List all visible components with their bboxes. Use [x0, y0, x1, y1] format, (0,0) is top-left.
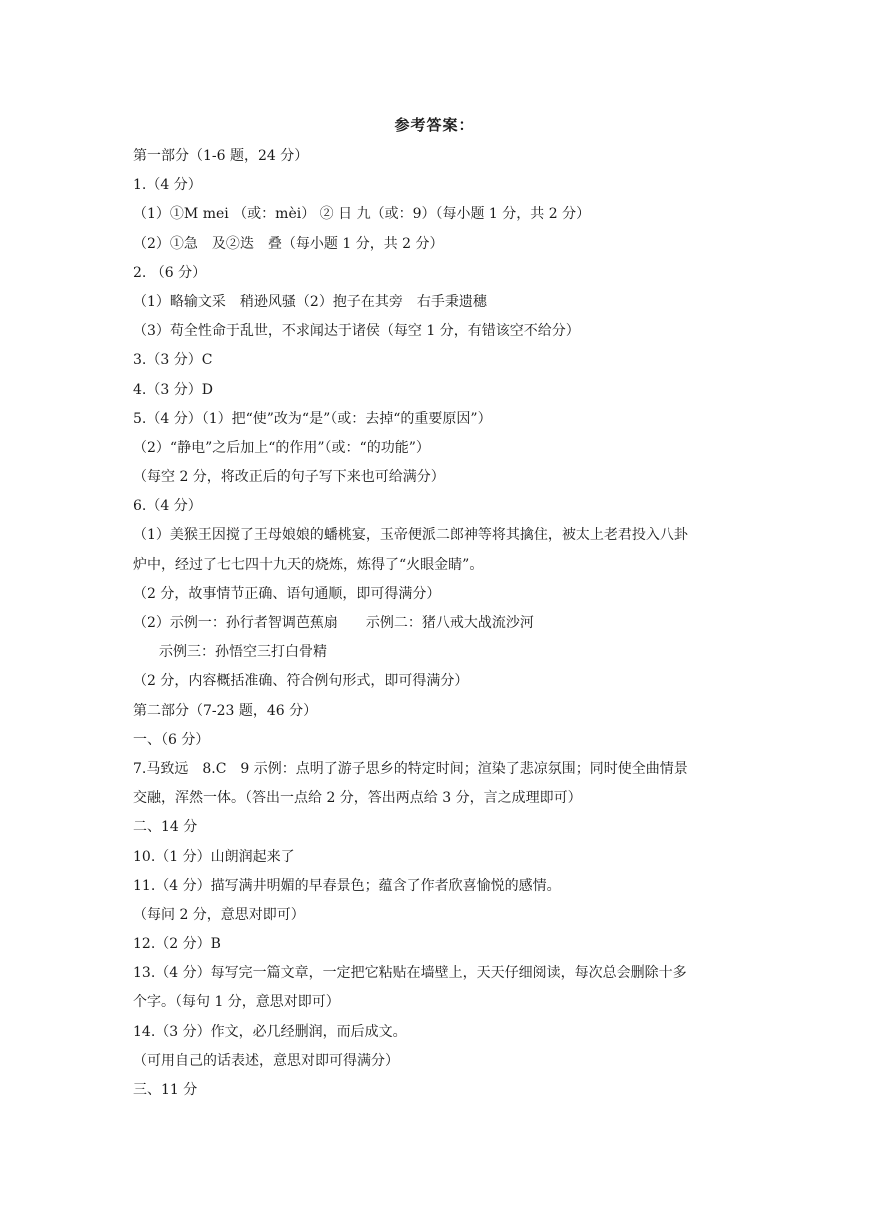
subsection-heading: 一、（6 分）: [133, 731, 210, 748]
answer-line: （3）苟全性命于乱世，不求闻达于诸侯（每空 1 分，有错该空不给分）: [133, 323, 580, 340]
answer-line: （2）“静电”之后加上“的作用”（或：“的功能”）: [133, 439, 430, 456]
answer-line: 14.（3 分）作文，必几经删润，而后成文。: [133, 1023, 407, 1040]
page-title: 参考答案：: [394, 116, 475, 134]
answer-line: （1）略输文采 稍逊风骚（2）抱子在其旁 右手秉遗穗: [133, 293, 487, 310]
question-heading: 1.（4 分）: [133, 177, 202, 194]
subsection-heading: 三、11 分: [133, 1082, 198, 1098]
answer-line: 3.（3 分）C: [133, 352, 213, 369]
answer-line: （2）示例一：孙行者智调芭蕉扇 示例二：猪八戒大战流沙河: [133, 615, 534, 631]
answer-line: 4.（3 分）D: [133, 381, 213, 398]
answer-line: 13.（4 分）每写完一篇文章，一定把它粘贴在墙壁上，天天仔细阅读，每次总会删除十多: [133, 965, 687, 982]
scoring-note: （2 分，内容概括准确、符合例句形式，即可得满分）: [133, 673, 469, 690]
scoring-note: （每空 2 分，将改正后的句子写下来也可给满分）: [133, 469, 445, 486]
scoring-note: （可用自己的话表述，意思对即可得满分）: [133, 1052, 399, 1069]
section-heading: 第二部分（7-23 题，46 分）: [133, 702, 318, 719]
answer-line: 个字。（每句 1 分，意思对即可）: [133, 994, 340, 1011]
answer-line: 10.（1 分）山朗润起来了: [133, 848, 295, 865]
answer-line: 12.（2 分）B: [133, 936, 221, 953]
subsection-heading: 二、14 分: [133, 819, 198, 836]
question-heading: 2. （6 分）: [133, 264, 207, 281]
answer-line: （2）①急 及②迭 叠（每小题 1 分，共 2 分）: [133, 235, 444, 252]
answer-line: 11.（4 分）描写满井明媚的早春景色；蕴含了作者欣喜愉悦的感情。: [133, 877, 561, 894]
answer-line: （1）①M mei （或：mèi） ② 日 九（或：9）（每小题 1 分，共 2 分）: [133, 206, 591, 223]
answer-content: [133, 142, 753, 1105]
answer-line: 5.（4 分）（1）把“使”改为“是”（或：去掉“的重要原因”）: [133, 410, 492, 427]
answer-line: （1）美猴王因搅了王母娘娘的蟠桃宴，玉帝便派二郎神等将其擒住，被太上老君投入八卦: [133, 527, 688, 544]
scoring-note: （每问 2 分，意思对即可）: [133, 906, 305, 923]
answer-line: 7.马致远 8.C 9 示例：点明了游子思乡的特定时间；渲染了悲凉氛围；同时使全曲情景: [133, 760, 688, 777]
answer-line: 示例三：孙悟空三打白骨精: [159, 644, 327, 661]
answer-line: 交融，浑然一体。（答出一点给 2 分，答出两点给 3 分，言之成理即可）: [133, 790, 582, 807]
section-heading: 第一部分（1-6 题，24 分）: [133, 148, 309, 164]
question-heading: 6.（4 分）: [133, 498, 202, 515]
answer-line: 炉中，经过了七七四十九天的烧炼，炼得了“火眼金睛”。: [133, 556, 484, 573]
scoring-note: （2 分，故事情节正确、语句通顺，即可得满分）: [133, 585, 441, 602]
